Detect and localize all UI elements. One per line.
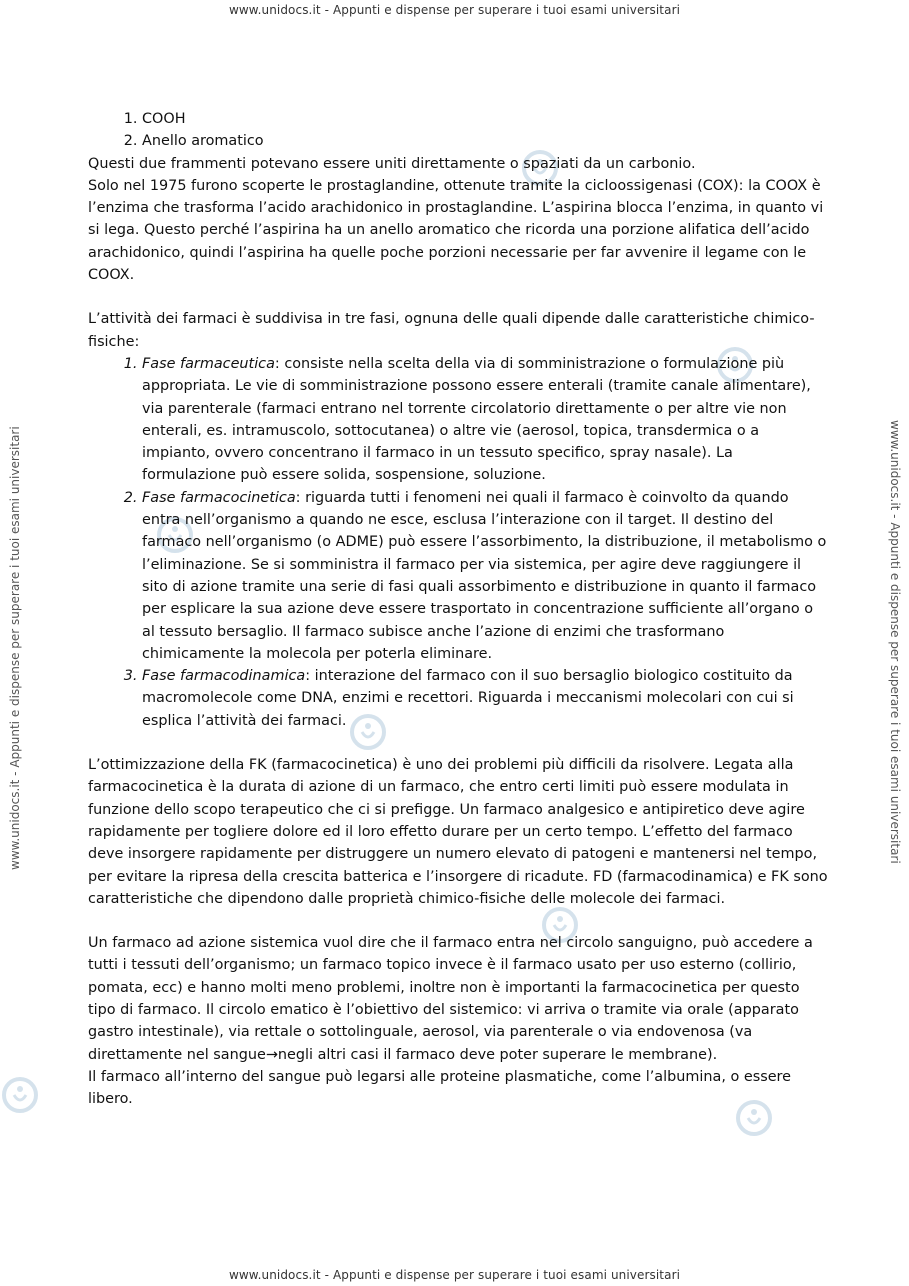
paragraph: L’attività dei farmaci è suddivisa in tre fasi, ognuna delle quali dipende dalle caratteristiche chimico-fisiche: — [88, 311, 815, 350]
phase-term: Fase farmacocinetica — [142, 489, 296, 506]
side-banner-left: www.unidocs.it - Appunti e dispense per superare i tuoi esami universitari — [8, 426, 22, 870]
fragment-list — [88, 108, 828, 153]
header-banner: www.unidocs.it - Appunti e dispense per superare i tuoi esami universitari — [228, 3, 681, 17]
phase-text: : consiste nella scelta della via di somministrazione o formulazione più appropriata. Le vie di somministrazione possono essere enterali (tramite canale alimentare), via parenterale (farmaci entrano nel torrente circolatorio direttamente o per altre vie non enterali, es. intramuscolo, sottocutanea) o altre vie (aerosol, topica, transdermica o a impianto, ovvero concentrano il farmaco in un tessuto specifico, spray nasale). La formulazione può essere solida, sospensione, soluzione. — [142, 355, 811, 484]
list-item: 1. COOH — [142, 108, 828, 130]
phases-list — [88, 353, 828, 732]
list-item — [142, 665, 828, 732]
list-item — [142, 353, 828, 487]
document-body — [88, 108, 828, 1110]
phase-term: Fase farmacodinamica — [142, 668, 306, 685]
phase-term: Fase farmaceutica — [142, 355, 275, 372]
paragraph: Questi due frammenti potevano essere uniti direttamente o spaziati da un carbonio. — [88, 155, 696, 172]
phase-text: : interazione del farmaco con il suo bersaglio biologico costituito da macromolecole come DNA, enzimi e recettori. Riguarda i meccanismi molecolari con cui si esplica l’attività dei farmaci. — [142, 668, 794, 729]
paragraph: Il farmaco all’interno del sangue può legarsi alle proteine plasmatiche, come l’albumina, o essere libero. — [88, 1068, 791, 1108]
side-banner-right: www.unidocs.it - Appunti e dispense per superare i tuoi esami universitari — [888, 420, 902, 864]
footer-banner: www.unidocs.it - Appunti e dispense per superare i tuoi esami universitari — [228, 1268, 681, 1282]
list-item — [142, 487, 828, 665]
phase-text: : riguarda tutti i fenomeni nei quali il farmaco è coinvolto da quando entra nell’organismo a quando ne esce, esclusa l’interazione con il target. Il destino del farmaco nell’organismo (o ADME) può essere l’assorbimento, la distribuzione, il metabolismo o l’eliminazione. Se si somministra il farmaco per via sistemica, per agire deve raggiungere il sito di azione tramite una serie di fasi quali assorbimento e distribuzione in quanto il farmaco per esplicare la sua azione deve essere trasportato in concentrazione sufficiente all’organo o al tessuto bersaglio. Il farmaco subisce anche l’azione di enzimi che trasformano chimicamente la molecola per poterla eliminare. — [142, 489, 827, 662]
paragraph: Un farmaco ad azione sistemica vuol dire che il farmaco entra nel circolo sanguigno, può accedere a tutti i tessuti dell’organismo; un farmaco topico invece è il farmaco usato per uso esterno (collirio, pomata, ecc) e hanno molti meno problemi, inoltre non è importanti la farmacocinetica per questo tipo di farmaco. Il circolo ematico è l’obiettivo del sistemico: vi arriva o tramite via orale (apparato gastro intestinale), via rettale o sottolinguale, aerosol, via parenterale o via endovenosa (va direttamente nel sangue→negli altri casi il farmaco deve poter superare le membrane). — [88, 935, 813, 1063]
paragraph: Solo nel 1975 furono scoperte le prostaglandine, ottenute tramite la cicloossigenasi (COX): la COOX è l’enzima che trasforma l’acido arachidonico in prostaglandine. L’aspirina blocca l’enzima, in quanto vi si lega. Questo perché l’aspirina ha un anello aromatico che ricorda una porzione alifatica dell’acido arachidonico, quindi l’aspirina ha quelle poche porzioni necessarie per far avvenire il legame con le COOX. — [88, 177, 824, 284]
unidocs-logo-icon — [0, 1075, 40, 1115]
list-item: 2. Anello aromatico — [142, 130, 828, 152]
paragraph: L’ottimizzazione della FK (farmacocinetica) è uno dei problemi più difficili da risolvere. Legata alla farmacocinetica è la durata di azione di un farmaco, che entro certi limiti può essere modulata in funzione dello scopo terapeutico che ci si prefigge. Un farmaco analgesico e antipiretico deve agire rapidamente per togliere dolore ed il loro effetto durare per un certo tempo. L’effetto del farmaco deve insorgere rapidamente per distruggere un numero elevato di patogeni e mantenersi nel tempo, per evitare la ripresa della crescita batterica e l’insorgere di ricadute. FD (farmacodinamica) e FK sono caratteristiche che dipendono dalle proprietà chimico-fisiche delle molecole dei farmaci. — [88, 757, 828, 907]
